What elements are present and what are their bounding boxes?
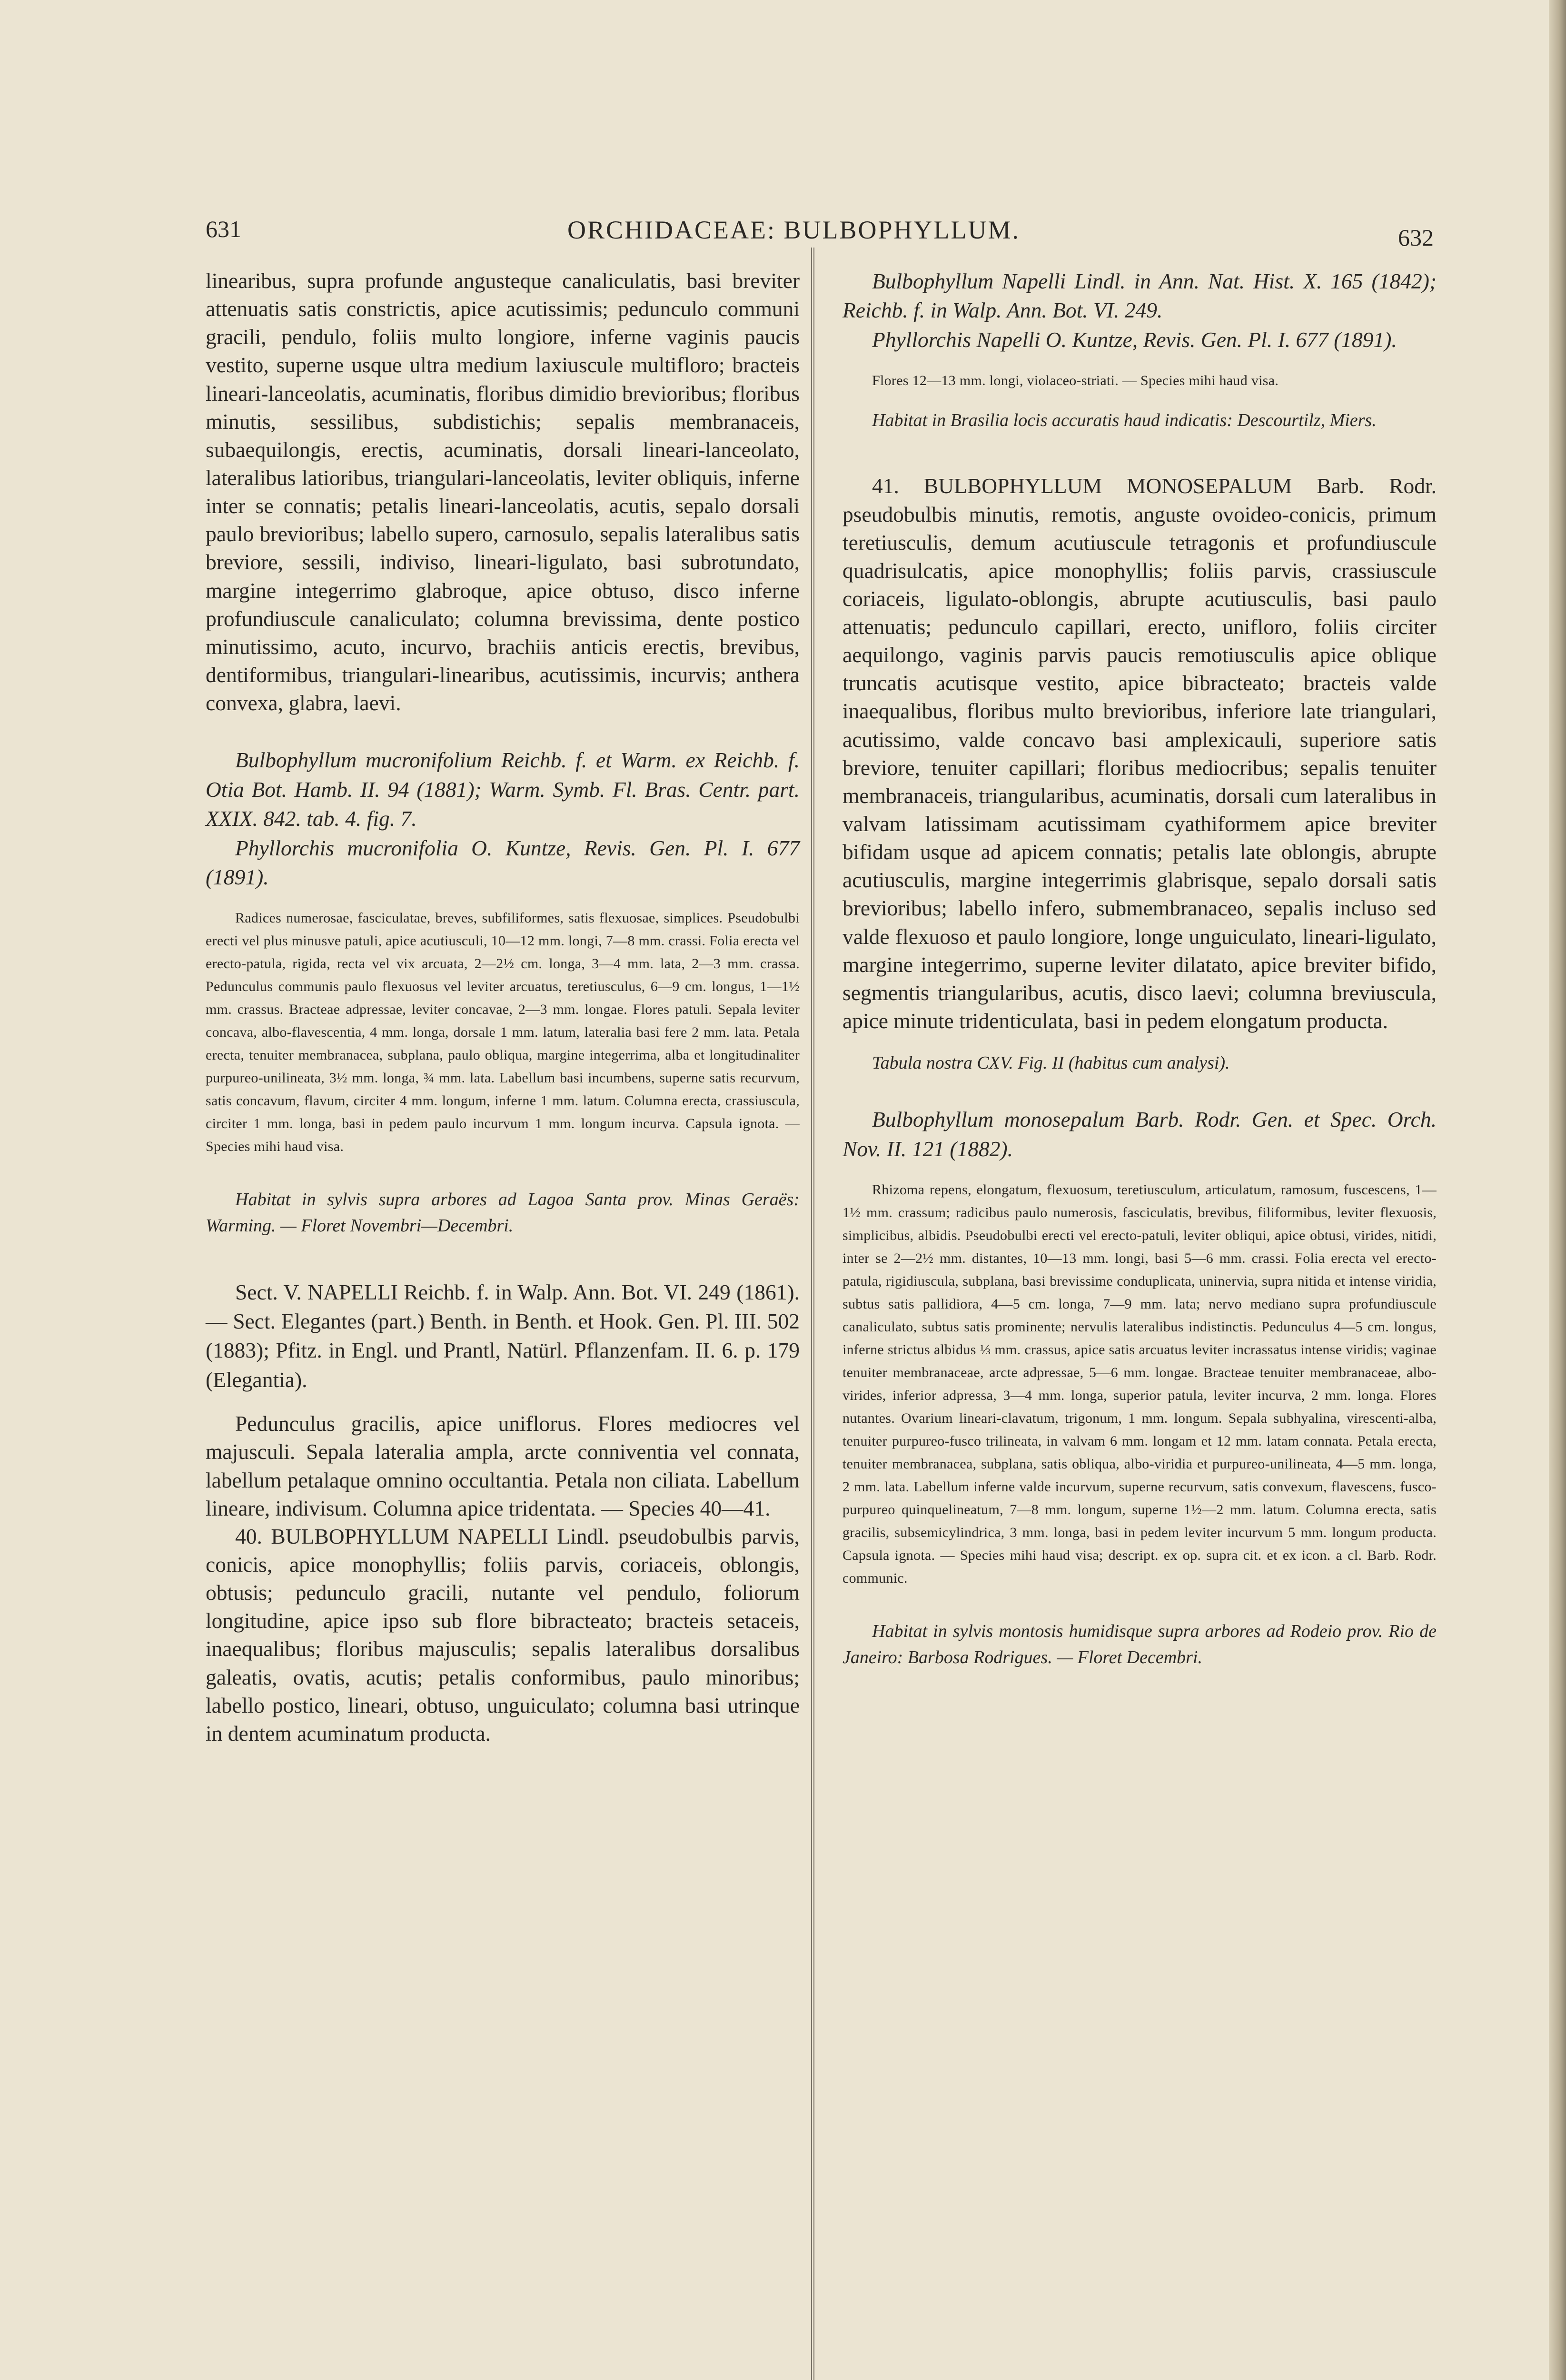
flores-note: Flores 12—13 mm. longi, violaceo-striati. — Species mihi haud visa. xyxy=(872,373,1279,389)
habitat-rio-de-janeiro: Habitat in sylvis montosis humidisque supra arbores ad Rodeio prov. Rio de Janeiro: Barbosa Rodrigues. — Floret Decembri. xyxy=(842,1621,1437,1668)
page-number-right: 632 xyxy=(1398,224,1434,251)
habitat-brasilia: Habitat in Brasilia locis accuratis haud indicatis: Descourtilz, Miers. xyxy=(872,410,1377,431)
left-column xyxy=(206,267,800,1747)
running-title: ORCHIDACEAE: BULBOPHYLLUM. xyxy=(567,216,1021,244)
page-header xyxy=(206,215,1434,251)
synonym-phyllorchis-mucronifolia: Phyllorchis mucronifolia O. Kuntze, Revis. Gen. Pl. I. 677 (1891). xyxy=(206,835,800,889)
synonym-bulbophyllum-mucronifolium: Bulbophyllum mucronifolium Reichb. f. et Warm. ex Reichb. f. Otia Bot. Hamb. II. 94 (1881); Warm. Symb. Fl. Bras. Centr. part. XXIX. 842. tab. 4. fig. 7. xyxy=(206,748,800,831)
synonym-phyllorchis-napelli: Phyllorchis Napelli O. Kuntze, Revis. Gen. Pl. I. 677 (1891). xyxy=(872,327,1397,352)
section-heading: Sect. V. NAPELLI Reichb. f. in Walp. Ann. Bot. VI. 249 (1861). — Sect. Elegantes (part.) Benth. in Benth. et Hook. Gen. Pl. III. 502 (1883); Pfitz. in Engl. und Prantl, Natürl. Pflanzenfam. II. 6. p. 179 (Elegantia). xyxy=(206,1279,800,1392)
page-number-left: 631 xyxy=(206,216,241,242)
detailed-description: Radices numerosae, fasciculatae, breves, subfiliformes, satis flexuosae, simplices. Pseudobulbi erecti vel plus minusve patuli, apice acutiusculi, 10—12 mm. longi, 7—8 mm. crassi. Folia erecta vel erecto-patula, rigida, recta vel vix arcuata, 2—2½ cm. longa, 3—4 mm. lata, 2—3 mm. crassa. Pedunculus communis paulo flexuosus vel leviter arcuatus, teretiusculus, 6—9 cm. longus, 1—1½ mm. crassus. Bracteae adpressae, leviter concavae, 2—3 mm. longae. Flores patuli. Sepala leviter concava, albo-flavescentia, 4 mm. longa, dorsale 1 mm. latum, lateralia basi fere 2 mm. lata. Petala erecta, tenuiter membranacea, subplana, paulo obliqua, margine integerrima, alba et longitudinaliter purpureo-unilineata, 3½ mm. longa, ¾ mm. lata. Labellum basi incumbens, superne satis recurvum, satis concavum, flavum, circiter 4 mm. longum, inferne 1 mm. latum. Columna erecta, crassiuscula, circiter 1 mm. longa, basi in pedem paulo incurvum 1 mm. longum incurva. Capsula ignota. — Species mihi haud visa. xyxy=(206,910,800,1155)
page-edge xyxy=(1549,0,1566,2380)
plate-reference: Tabula nostra CXV. Fig. II (habitus cum analysi). xyxy=(872,1053,1230,1073)
species-41-description: 41. BULBOPHYLLUM MONOSEPALUM Barb. Rodr. pseudobulbis minutis, remotis, anguste ovoideo-conicis, primum teretiusculis, demum acutiuscule tetragonis et profundiuscule quadrisulcatis, apice monophyllis; foliis parvis, crassiuscule coriaceis, ligulato-oblongis, abrupte acutiusculis, basi paulo attenuatis; pedunculo capillari, erecto, unifloro, foliis circiter aequilongo, vaginis parvis paucis remotiusculis apice oblique truncatis acutisque vestito, apice bibracteato; bracteis valde inaequalibus, floribus multo brevioribus, inferiore late triangulari, acutissimo, valde concavo basi amplexicauli, superiore satis breviore, tenuiter capillari; floribus mediocribus; sepalis tenuiter membranaceis, triangularibus, acuminatis, dorsali cum lateralibus in valvam latissimam acutissimam cyathiformem apice breviter bifidam usque ad apicem connatis; petalis late oblongis, abrupte acutiusculis, margine integerrimis glabrisque, sepalo dorsali satis brevioribus; labello infero, submembranaceo, sepalis incluso sed valde flexuoso et paulo longiore, longe unguiculato, lineari-ligulato, margine integerrimo, superne leviter dilatato, apice breviter bifido, segmentis triangularibus, acutis, disco laevi; columna breviuscula, apice minute tridenticulata, basi in pedem elongatum producta. xyxy=(842,474,1437,1033)
synonym-bulbophyllum-napelli: Bulbophyllum Napelli Lindl. in Ann. Nat. Hist. X. 165 (1842); Reichb. f. in Walp. Ann. Bot. VI. 249. xyxy=(842,269,1437,323)
synonym-bulbophyllum-monosepalum: Bulbophyllum monosepalum Barb. Rodr. Gen. et Spec. Orch. Nov. II. 121 (1882). xyxy=(842,1107,1437,1161)
description-latin: linearibus, supra profunde angusteque canaliculatis, basi breviter attenuatis satis constrictis, apice acutissimis; pedunculo communi gracili, pendulo, foliis multo longiore, inferne vaginis paucis vestito, superne usque ultra medium laxiuscule multifloro; bracteis lineari-lanceolatis, acuminatis, floribus dimidio brevioribus; floribus minutis, sessilibus, subdistichis; sepalis membranaceis, subaequilongis, erectis, acuminatis, dorsali lineari-lanceolato, lateralibus latioribus, triangulari-lanceolatis, leviter obliquis, inferne inter se connatis; petalis lineari-lanceolatis, acutis, sepalo dorsali paulo brevioribus; labello supero, carnosulo, sepalis lateralibus satis breviore, sessili, indiviso, lineari-ligulato, basi subrotundato, margine integerrimo glabroque, apice obtuso, disco inferne profundiuscule canaliculato; columna brevissima, dente postico minutissimo, acuto, incurvo, brachiis anticis erectis, brevibus, dentiformibus, triangulari-linearibus, acutissimis, incurvis; anthera convexa, glabra, laevi. xyxy=(206,268,800,715)
habitat-note: Habitat in sylvis supra arbores ad Lagoa Santa prov. Minas Geraës: Warming. — Floret Novembri—Decembri. xyxy=(206,1190,800,1236)
column-divider xyxy=(811,248,814,2380)
section-description: Pedunculus gracilis, apice uniflorus. Flores mediocres vel majusculi. Sepala lateralia ampla, arcte conniventia vel connata, labellum petalaque omnino occultantia. Petala non ciliata. Labellum lineare, indivisum. Columna apice tridentata. — Species 40—41. xyxy=(206,1411,800,1520)
detailed-description-41: Rhizoma repens, elongatum, flexuosum, teretiusculum, articulatum, ramosum, fuscescens, 1—1½ mm. crassum; radicibus paulo numerosis, fasciculatis, brevibus, filiformibus, leviter flexuosis, simplicibus, albidis. Pseudobulbi erecti vel erecto-patuli, leviter obliqui, apice obtusi, virides, nitidi, inter se 2—2½ mm. distantes, 10—13 mm. longi, basi 5—6 mm. crassi. Folia erecta vel erecto-patula, rigidiuscula, subplana, basi brevissime conduplicata, uninervia, supra nitida et intense viridia, subtus satis pallidiora, 4—5 cm. longa, 7—9 mm. lata; nervo mediano supra profundiuscule canaliculato, subtus satis prominente; nervulis lateralibus indistinctis. Pedunculus 4—5 cm. longus, inferne strictus albidus ⅓ mm. crassus, apice satis arcuatus leviter incrassatus intense viridis; vaginae tenuiter membranaceae, arcte adpressae, 5—6 mm. longae. Bracteae tenuiter membranaceae, albo-virides, inferior adpressa, 3—4 mm. longa, superior patula, leviter incurva, 2 mm. longa. Flores nutantes. Ovarium lineari-clavatum, trigonum, 1 mm. longum. Sepala subhyalina, virescenti-alba, tenuiter purpureo-fusco trilineata, in valvam 6 mm. longam et 12 mm. latam connata. Petala erecta, tenuiter membranacea, subplana, satis obliqua, albo-viridia et purpureo-unilineata, 4—5 mm. longa, 2 mm. lata. Labellum inferne valde incurvum, superne recurvum, satis convexum, flavescens, fusco-purpureo quinquelineatum, 7—8 mm. longum, superne 1½—2 mm. latum. Columna erecta, satis gracilis, subsemicylindrica, 3 mm. longa, basi in pedem leviter incurvum 5 mm. longum producta. Capsula ignota. — Species mihi haud visa; descript. ex op. supra cit. et ex icon. a cl. Barb. Rodr. communic. xyxy=(842,1182,1437,1587)
right-column xyxy=(842,267,1437,1671)
species-40-description: 40. BULBOPHYLLUM NAPELLI Lindl. pseudobulbis parvis, conicis, apice monophyllis; foliis parvis, coriaceis, oblongis, obtusis; pedunculo gracili, nutante vel pendulo, foliorum longitudine, apice ipso sub flore bibracteato; bracteis setaceis, inaequalibus; floribus majusculis; sepalis lateralibus dorsalibus galeatis, ovatis, acutis; petalis conformibus, paulo minoribus; labello postico, lineari, obtuso, unguiculato; columna basi utrinque in dentem acuminatum producta. xyxy=(206,1524,800,1745)
